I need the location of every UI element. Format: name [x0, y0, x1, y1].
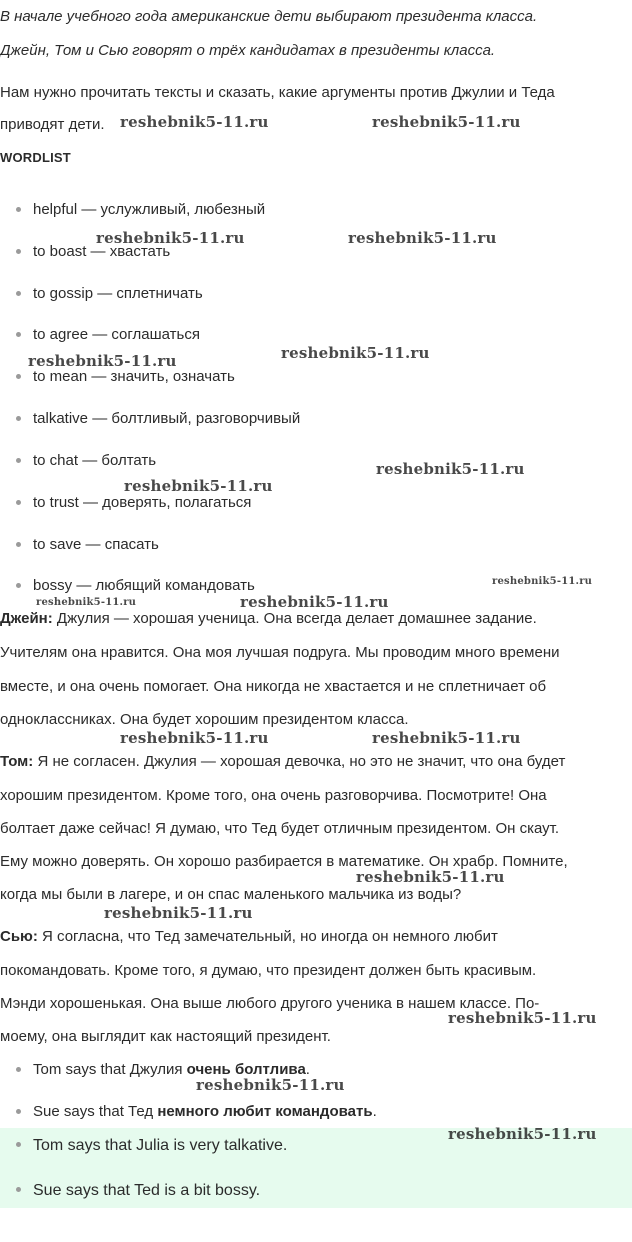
- watermark: reshebnik5-11.ru: [124, 477, 273, 495]
- tom-line-4: Ему можно доверять. Он хорошо разбирается в математике. Он храбр. Помните,: [0, 853, 568, 870]
- wordlist-item: to save — спасать: [16, 536, 159, 553]
- wordlist-item: bossy — любящий командовать: [16, 577, 255, 594]
- jane-line-3: вместе, и она очень помогает. Она никогда не хвастается и не сплетничает об: [0, 678, 547, 695]
- watermark: reshebnik5-11.ru: [120, 113, 269, 131]
- task-line-1: Нам нужно прочитать тексты и сказать, какие аргументы против Джулии и Теда: [0, 84, 555, 101]
- watermark: reshebnik5-11.ru: [36, 597, 137, 608]
- bullet-icon: [16, 207, 21, 212]
- wordlist-item: to gossip — сплетничать: [16, 285, 203, 302]
- wordlist-heading: WORDLIST: [0, 150, 71, 165]
- bullet-icon: [16, 374, 21, 379]
- tom-line-1: Том: Я не согласен. Джулия — хорошая девочка, но это не значит, что она будет: [0, 753, 566, 770]
- bullet-icon: [16, 458, 21, 463]
- wordlist-item: talkative — болтливый, разговорчивый: [16, 410, 300, 427]
- bullet-icon: [16, 291, 21, 296]
- highlight-item: Tom says that Julia is very talkative.: [16, 1137, 287, 1155]
- answer-item: Sue says that Тед немного любит командовать.: [16, 1103, 377, 1120]
- watermark: reshebnik5-11.ru: [281, 344, 430, 362]
- answer-item: Tom says that Джулия очень болтлива.: [16, 1061, 310, 1078]
- speaker-sue: Сью:: [0, 928, 38, 945]
- watermark: reshebnik5-11.ru: [240, 593, 389, 611]
- wordlist-item: to boast — хвастать: [16, 243, 170, 260]
- wordlist-item: helpful — услужливый, любезный: [16, 201, 265, 218]
- bullet-icon: [16, 542, 21, 547]
- bullet-icon: [16, 1109, 21, 1114]
- watermark: reshebnik5-11.ru: [372, 113, 521, 131]
- watermark: reshebnik5-11.ru: [492, 576, 593, 587]
- intro-line-2: Джейн, Том и Сью говорят о трёх кандидатах в президенты класса.: [0, 42, 496, 59]
- jane-line-4: одноклассниках. Она будет хорошим президентом класса.: [0, 711, 409, 728]
- sue-line-1: Сью: Я согласна, что Тед замечательный, но иногда он немного любит: [0, 928, 498, 945]
- bullet-icon: [16, 500, 21, 505]
- intro-line-1: В начале учебного года американские дети выбирают президента класса.: [0, 8, 538, 25]
- jane-line-1: Джейн: Джулия — хорошая ученица. Она всегда делает домашнее задание.: [0, 610, 537, 627]
- wordlist-item: to agree — соглашаться: [16, 326, 200, 343]
- highlight-item: Sue says that Ted is a bit bossy.: [16, 1182, 260, 1200]
- watermark: reshebnik5-11.ru: [28, 352, 177, 370]
- sue-line-4: моему, она выглядит как настоящий президент.: [0, 1028, 331, 1045]
- speaker-tom: Том:: [0, 753, 34, 770]
- bullet-icon: [16, 416, 21, 421]
- bullet-icon: [16, 583, 21, 588]
- wordlist-item: to chat — болтать: [16, 452, 156, 469]
- task-line-2: приводят дети.: [0, 116, 105, 133]
- bullet-icon: [16, 1187, 21, 1192]
- jane-line-2: Учителям она нравится. Она моя лучшая подруга. Мы проводим много времени: [0, 644, 560, 661]
- speaker-jane: Джейн:: [0, 610, 53, 627]
- watermark: reshebnik5-11.ru: [348, 229, 497, 247]
- tom-line-5: когда мы были в лагере, и он спас маленького мальчика из воды?: [0, 886, 462, 903]
- bullet-icon: [16, 332, 21, 337]
- watermark: reshebnik5-11.ru: [372, 729, 521, 747]
- watermark: reshebnik5-11.ru: [96, 229, 245, 247]
- wordlist-item: to trust — доверять, полагаться: [16, 494, 251, 511]
- bullet-icon: [16, 249, 21, 254]
- watermark: reshebnik5-11.ru: [448, 1125, 597, 1143]
- sue-line-3: Мэнди хорошенькая. Она выше любого другого ученика в нашем классе. По-: [0, 995, 540, 1012]
- watermark: reshebnik5-11.ru: [104, 904, 253, 922]
- tom-line-2: хорошим президентом. Кроме того, она очень разговорчива. Посмотрите! Она: [0, 787, 547, 804]
- watermark: reshebnik5-11.ru: [356, 868, 505, 886]
- wordlist-item: to mean — значить, означать: [16, 368, 235, 385]
- watermark: reshebnik5-11.ru: [196, 1076, 345, 1094]
- sue-line-2: покомандовать. Кроме того, я думаю, что президент должен быть красивым.: [0, 962, 537, 979]
- bullet-icon: [16, 1142, 21, 1147]
- watermark: reshebnik5-11.ru: [376, 460, 525, 478]
- watermark: reshebnik5-11.ru: [448, 1009, 597, 1027]
- tom-line-3: болтает даже сейчас! Я думаю, что Тед будет отличным президентом. Он скаут.: [0, 820, 560, 837]
- bullet-icon: [16, 1067, 21, 1072]
- watermark: reshebnik5-11.ru: [120, 729, 269, 747]
